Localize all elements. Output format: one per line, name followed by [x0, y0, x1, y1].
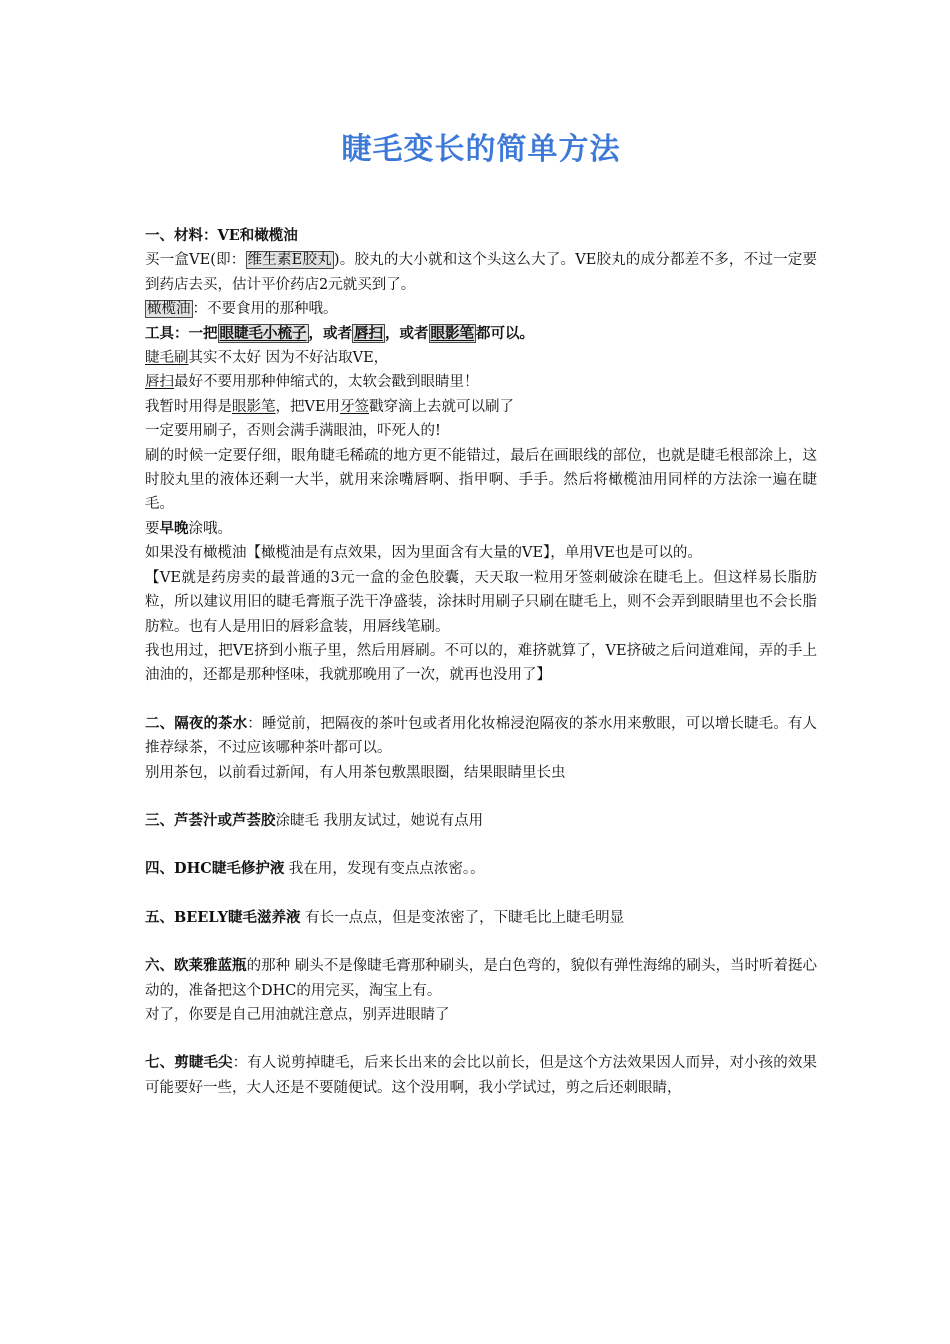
section-1-eyeshadow: 我暂时用得是眼影笔，把VE用牙签戳穿滴上去就可以刷了: [145, 398, 515, 415]
section-1-alternative: 如果没有橄榄油【橄榄油是有点效果，因为里面含有大量的VE】，单用VE也是可以的。: [145, 545, 702, 562]
section-7-paragraph: 七、剪睫毛尖：有人说剪掉睫毛，后来长出来的会比以前长，但是这个方法效果因人而异，对小孩的效果可能要好一些，大人还是不要随便试。这个没用啊，我小学试过，剪之后还刺眼睛，: [145, 1054, 818, 1096]
section-1-paragraph-olive-oil: 橄榄油 ：不要食用的那种哦。: [147, 301, 338, 318]
section-1-tools: 工具：一把 眼睫毛小梳子 ，或者 唇扫 ，或者 眼影笔 都可以。: [145, 324, 534, 342]
section-1-frequency: 要早晚涂哦。: [145, 519, 232, 537]
section-1-mascara-brush: 睫毛刷其实不太好 因为不好沾取VE，: [145, 350, 389, 367]
section-1-paragraph-ve: 买一盒VE(即： 维生素E胶丸 )。胶丸的大小就和这个头这么大了。VE胶丸的成分都差不多，不过一定要到药店去买，估计平价药店2元就买到了。: [145, 252, 818, 293]
eyelash-comb-link[interactable]: 眼睫毛小梳子: [219, 324, 307, 342]
document-body: [145, 224, 817, 1100]
section-2-heading: 二、隔夜的茶水: [145, 714, 248, 732]
eyeshadow-pen-link-2[interactable]: 眼影笔: [232, 398, 276, 415]
section-2-note: 别用茶包，以前看过新闻，有人用茶包敷黑眼圈，结果眼睛里长虫: [145, 764, 566, 781]
section-7-heading: 七、剪睫毛尖: [145, 1054, 233, 1072]
section-5-heading: 五、BEELY睫毛滋养液: [145, 908, 301, 926]
lip-brush-link[interactable]: 唇扫: [354, 324, 383, 342]
lip-brush-link-2[interactable]: 唇扫: [145, 374, 174, 391]
mascara-brush-link[interactable]: 睫毛刷: [145, 350, 189, 367]
section-1-lip-brush: 唇扫最好不要用那种伸缩式的，太软会戳到眼睛里！: [145, 374, 479, 391]
section-4-heading: 四、DHC睫毛修护液: [145, 860, 285, 878]
document-title: 睫毛变长的简单方法: [341, 132, 621, 167]
section-3-heading: 三、芦荟汁或芦荟胶: [145, 811, 276, 829]
section-1-heading: 一、材料：VE和橄榄油: [145, 227, 298, 244]
section-1-experience: 我也用过，把VE挤到小瓶子里，然后用唇刷。不可以的，难挤就算了，VE挤破之后问道难闻，弄的手上油油的，还都是那种怪味，我就那晚用了一次，就再也没用了】: [145, 642, 817, 684]
section-4-paragraph: 四、DHC睫毛修护液 我在用，发现有变点点浓密。。: [145, 860, 485, 878]
section-1-note: 【VE就是药房卖的最普通的3元一盒的金色胶囊，天天取一粒用牙签刺破涂在睫毛上。但这样易长脂肪粒，所以建议用旧的睫毛膏瓶子洗干净盛装，涂抹时用刷子只刷在睫毛上，则不会弄到眼睛里也不会长脂肪粒。也有人是用旧的唇彩盒装，用唇线笔刷。: [145, 569, 817, 635]
section-3-paragraph: 三、芦荟汁或芦荟胶涂睫毛 我朋友试过，她说有点用: [145, 811, 484, 829]
section-6-note: 对了，你要是自己用油就注意点，别弄进眼睛了: [145, 1006, 450, 1023]
eyeshadow-pen-link[interactable]: 眼影笔: [430, 324, 474, 342]
olive-oil-link[interactable]: 橄榄油: [147, 301, 191, 318]
toothpick-link[interactable]: 牙签: [340, 398, 370, 415]
section-1-instructions: 刷的时候一定要仔细，眼角睫毛稀疏的地方更不能错过，最后在画眼线的部位，也就是睫毛根部涂上，这时胶丸里的液体还剩一大半，就用来涂嘴唇啊、指甲啊、手手。然后将橄榄油用同样的方法涂一遍在睫毛。: [145, 447, 817, 513]
section-2-paragraph: 二、隔夜的茶水：睡觉前，把隔夜的茶叶包或者用化妆棉浸泡隔夜的茶水用来敷眼，可以增长睫毛。有人推荐绿茶，不过应该哪种茶叶都可以。: [145, 714, 817, 757]
section-6-paragraph: 六、欧莱雅蓝瓶的那种 刷头不是像睫毛膏那种刷头，是白色弯的，貌似有弹性海绵的刷头，当时听着挺心动的，准备把这个DHC的用完买，淘宝上有。: [145, 957, 817, 999]
section-1-warning: 一定要用刷子，否则会满手满眼油，吓死人的!: [145, 423, 441, 440]
vitamin-e-link[interactable]: 维生素E胶丸: [247, 252, 332, 269]
section-5-paragraph: 五、BEELY睫毛滋养液 有长一点点，但是变浓密了，下睫毛比上睫毛明显: [145, 908, 625, 926]
section-6-heading: 六、欧莱雅蓝瓶: [145, 957, 247, 975]
